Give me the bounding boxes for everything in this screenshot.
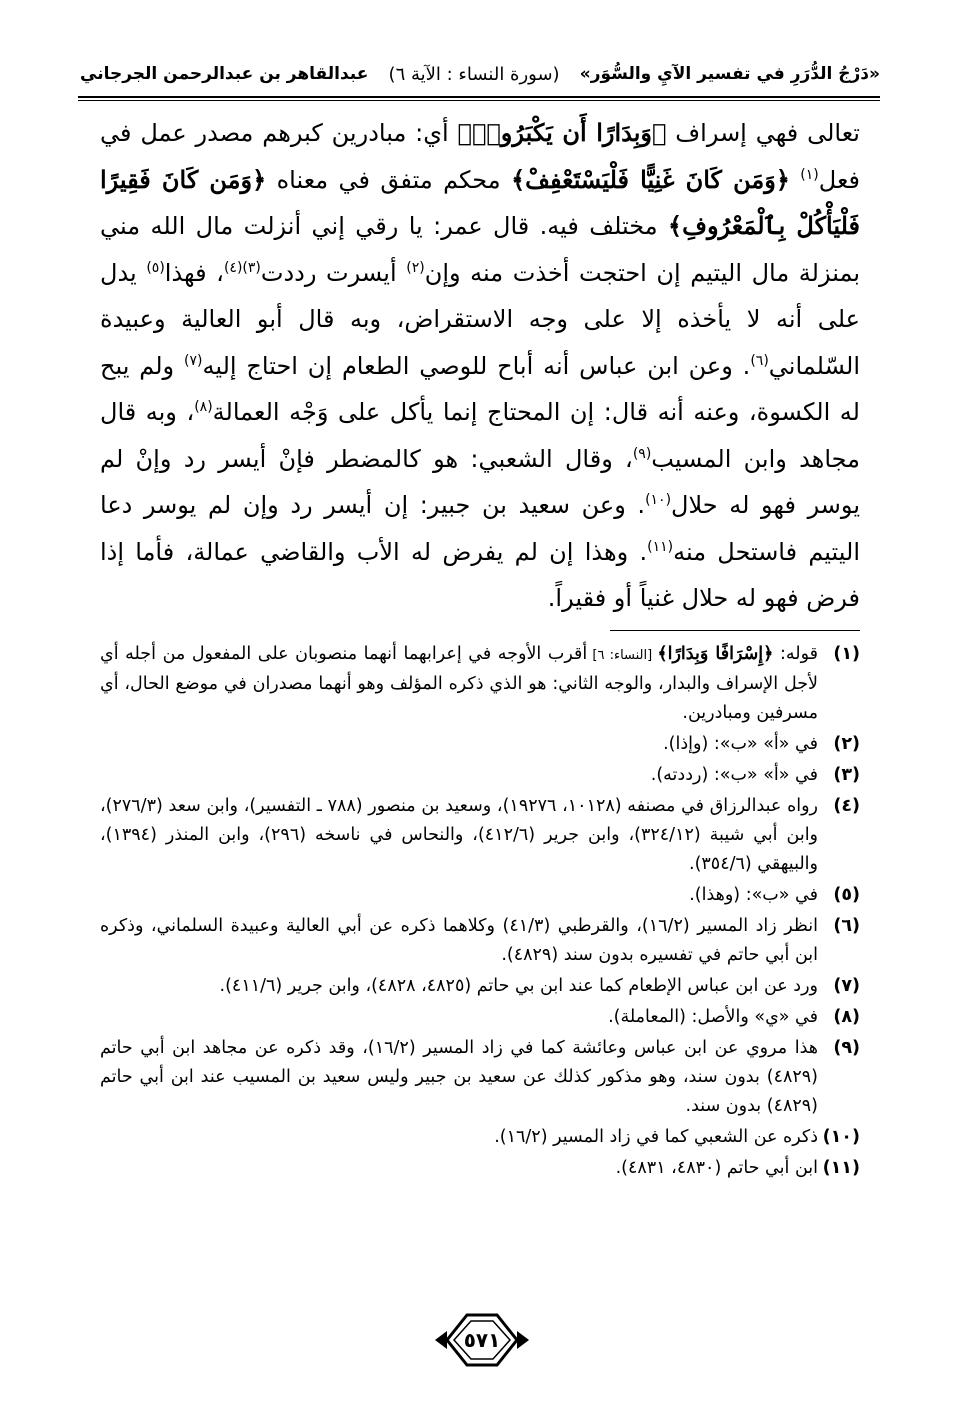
footnote-item — [100, 761, 860, 790]
main-paragraph — [100, 110, 860, 622]
footnote-ref-10[interactable]: (١٠) — [645, 492, 672, 508]
footnote-item — [100, 1034, 860, 1121]
text-run: تعالى فهي إسراف — [666, 119, 860, 147]
footnote-ref-3[interactable]: (٣) — [242, 259, 261, 276]
text-run: مختلف فيه. قال عمر: يا رقي إني أنزلت مال الله مني بمنزلة مال اليتيم إن احتجت أخذت منه وإن — [100, 212, 860, 287]
footnote-text: ذكره عن الشعبي كما في زاد المسير (١٦/٢). — [494, 1127, 818, 1147]
footnote-number: (٩) — [833, 1038, 860, 1058]
quran-quote: ﴿إِسْرَافًا وَبِدَارًا﴾ — [657, 644, 774, 664]
footnote-separator — [610, 630, 860, 631]
footnote-number: (٣) — [833, 765, 860, 785]
text-run: ، فهذا — [164, 258, 224, 287]
footnote-ref-1[interactable]: (١) — [800, 166, 819, 183]
text-run: قوله: — [773, 644, 818, 664]
footnote-ref-9[interactable]: (٩) — [632, 445, 652, 462]
footnote-ref-7[interactable]: (٧) — [184, 352, 203, 369]
surah-reference: (سورة النساء : الآية ٦) — [388, 63, 560, 85]
footnote-ref-11[interactable]: (١١) — [647, 538, 674, 555]
text-run: يدل على أنه لا يأخذه إلا على وجه الاستقراض، وبه قال أبو العالية وعبيدة السّلماني — [100, 258, 861, 380]
footnote-item — [100, 792, 860, 879]
verse-reference: [النساء: ٦] — [587, 648, 658, 663]
text-run: . وعن ابن عباس أنه أباح للوصي الطعام إن احتاج إليه — [202, 351, 751, 380]
footnote-item — [100, 1154, 860, 1183]
author-name: عبدالقاهر بن عبدالرحمن الجرجاني — [80, 64, 369, 84]
footnote-text: في «أ» «ب»: (وإذا). — [663, 734, 818, 754]
footnote-item — [100, 912, 860, 970]
text-run — [790, 166, 800, 194]
text-run: ، وقال الشعبي: هو كالمضطر فإنْ أيسر رد وإنْ لم يوسر فهو له حلال — [100, 444, 860, 519]
text-run: أيسرت رددت — [260, 258, 407, 287]
footnote-ref-2[interactable]: (٢) — [406, 259, 425, 276]
footnote-ref-6[interactable]: (٦) — [750, 352, 769, 369]
footnote-ref-4[interactable]: (٤) — [223, 259, 243, 276]
footnote-text: رواه عبدالرزاق في مصنفه (١٠١٢٨، ١٩٢٧٦)، وسعيد بن منصور (٧٨٨ ـ التفسير)، وابن سعد (٢٧٦/٣)، وابن أبي شيبة (٣٢٤/١٢)، وابن جرير (٤١٢/٦)، والنحاس في ناسخه (٢٩٦)، وابن المنذر (١٣٩٤)، والبيهقي (٣٥٤/٦). — [100, 796, 819, 874]
main-text — [100, 110, 860, 622]
footnote-text — [100, 640, 818, 728]
footnote-number: (٢) — [833, 734, 860, 754]
text-run: . وهذا إن لم يفرض له الأب والقاضي عمالة، فأما إذا فرض فهو له حلال غنياً أو فقيراً. — [100, 537, 860, 612]
text-run: أي: مبادرين كبرهم مصدر عمل في فعل — [100, 119, 860, 194]
footnote-item — [100, 881, 860, 910]
footnote-text: في «ي» والأصل: (المعاملة). — [608, 1007, 818, 1027]
footnote-item — [100, 640, 860, 728]
page-number-ornament — [427, 1309, 537, 1371]
footnote-text: ابن أبي حاتم (٤٨٣٠، ٤٨٣١). — [615, 1158, 818, 1178]
text-run: ، وبه قال مجاهد وابن المسيب — [100, 398, 861, 473]
footnote-text: في «ب»: (وهذا). — [689, 885, 818, 905]
header-rule — [78, 96, 880, 98]
book-title: «دَرْجُ الدُّرَرِ في تفسير الآيِ والسُّوَر» — [579, 64, 880, 84]
running-header — [80, 52, 880, 96]
footnote-item — [100, 972, 860, 1001]
footnote-text: انظر زاد المسير (١٦/٢)، والقرطبي (٤١/٣) وكلاهما ذكره عن أبي العالية وعبيدة السلماني، وذكره ابن أبي حاتم في تفسيره بدون سند (٤٨٢٩). — [100, 916, 818, 965]
footnote-number: (٧) — [833, 976, 860, 996]
footnote-number: (٤) — [833, 796, 860, 816]
footnote-number: (٨) — [833, 1007, 860, 1027]
footnote-item — [100, 1003, 860, 1032]
header-rule-thin — [78, 100, 880, 101]
footnote-number: (٦) — [833, 916, 860, 936]
text-run: أقرب الأوجه في إعرابهما أنهما منصوبان على المفعول من أجله أي لأجل الإسراف والبدار، والوجه الثاني: هو الذي ذكره المؤلف وهو أنهما مصدران في موضع الحال، أي مسرفين ومبادرين. — [100, 644, 818, 723]
footnote-item — [100, 730, 860, 759]
footnotes — [100, 640, 860, 1185]
footnote-ref-8[interactable]: (٨) — [194, 399, 213, 415]
footnote-number: (١) — [833, 644, 860, 664]
footnote-text: ورد عن ابن عباس الإطعام كما عند ابن بي حاتم (٤٨٢٥، ٤٨٢٨)، وابن جرير (٤١١/٦). — [219, 976, 818, 996]
footnote-number: (١١) — [822, 1158, 860, 1178]
quran-quote: ﴿وَمَن كَانَ غَنِيًّا فَلْيَسْتَعْفِفْ﴾ — [511, 164, 790, 194]
page-number: ٥٧١ — [463, 1328, 501, 1352]
footnote-text: هذا مروي عن ابن عباس وعائشة كما في زاد المسير (١٦/٢)، وقد ذكره عن مجاهد ابن أبي حاتم (٤٨٢٩) بدون سند، وهو مذكور كذلك عن سعيد بن جبير وليس سعيد بن المسيب عند ابن أبي حاتم (٤٨٢٩) بدون سند. — [100, 1038, 818, 1116]
footnote-number: (١٠) — [822, 1127, 860, 1147]
text-run: ولم يبح له الكسوة، وعنه أنه قال: إن المحتاج إنما يأكل على وَجْه العمالة — [100, 351, 860, 426]
footnote-number: (٥) — [833, 885, 860, 905]
text-run: محكم متفق في معناه — [266, 165, 512, 194]
quran-quote: ﴿وَمَن كَانَ فَقِيرًا فَلْيَأْكُلْ بِٱلْمَعْرُوفِ﴾ — [100, 164, 860, 240]
footnote-ref-5[interactable]: (٥) — [146, 259, 165, 276]
quran-quote: ﴿وَبِدَارًا أَن يَكْبَرُوا۟﴾ — [457, 118, 667, 147]
footnote-item — [100, 1123, 860, 1152]
text-run: . وعن سعيد بن جبير: إن أيسر رد وإن لم يوسر دعا اليتيم فاستحل منه — [100, 491, 860, 566]
footnote-text: في «أ» «ب»: (رددته). — [650, 765, 818, 785]
